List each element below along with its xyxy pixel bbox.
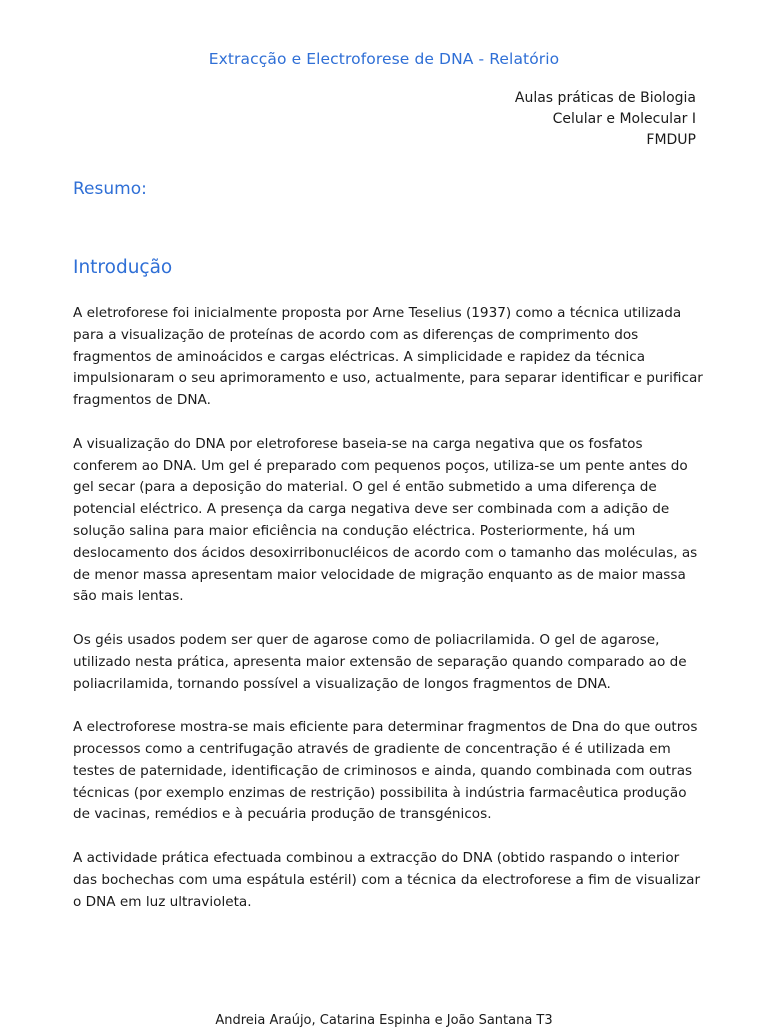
paragraph: A electroforese mostra-se mais eficiente para determinar fragmentos de Dna do que outros processos como a centrifugação através de gradiente de concentração é é utilizada em testes de paternidade, identificação de criminosos e ainda, quando combinada com outras técnicas (por exemplo enzimas de restrição) possibilita à indústria farmacêutica produção de vacinas, remédios e à pecuária produção de transgénicos.: [73, 719, 698, 823]
affiliation-block: [515, 88, 696, 151]
affiliation-line: Celular e Molecular I: [552, 111, 696, 127]
paragraph: A actividade prática efectuada combinou a extracção do DNA (obtido raspando o interior das bochechas com uma espátula estéril) com a técnica da electroforese a fim de visualizar o DNA em luz ultravioleta.: [73, 849, 701, 910]
paragraph: A eletroforese foi inicialmente proposta por Arne Teselius (1937) como a técnica utilizada para a visualização de proteínas de acordo com as diferenças de comprimento dos fragmentos de aminoácidos e cargas eléctricas. A simplicidade e rapidez da técnica impulsionaram o seu aprimoramento e uso, actualmente, para separar identificar e purificar fragmentos de DNA.: [73, 305, 703, 409]
section-heading-resumo: Resumo:: [73, 179, 147, 199]
affiliation-line: Aulas práticas de Biologia: [514, 90, 696, 106]
section-heading-introducao: Introdução: [73, 257, 173, 278]
document-title: Extracção e Electroforese de DNA - Relatório: [208, 50, 560, 68]
introduction-body: [73, 303, 703, 935]
paragraph: A visualização do DNA por eletroforese baseia-se na carga negativa que os fosfatos conferem ao DNA. Um gel é preparado com pequenos poços, utiliza-se um pente antes do gel secar (para a deposição do material. O gel é então submetido a uma diferença de potencial eléctrico. A presença da carga negativa deve ser combinada com a adição de solução salina para maior eficiência na condução eléctrica. Posteriormente, há um deslocamento dos ácidos desoxirribonucléicos de acordo com o tamanho das moléculas, as de menor massa apresentam maior velocidade de migração enquanto as de maior massa são mais lentas.: [73, 435, 698, 605]
paragraph: Os géis usados podem ser quer de agarose como de poliacrilamida. O gel de agarose, utilizado nesta prática, apresenta maior extensão de separação quando comparado ao de poliacrilamida, tornando possível a visualização de longos fragmentos de DNA.: [73, 631, 687, 692]
affiliation-line: FMDUP: [646, 132, 696, 148]
page-footer-authors: Andreia Araújo, Catarina Espinha e João Santana T3: [215, 1013, 553, 1028]
